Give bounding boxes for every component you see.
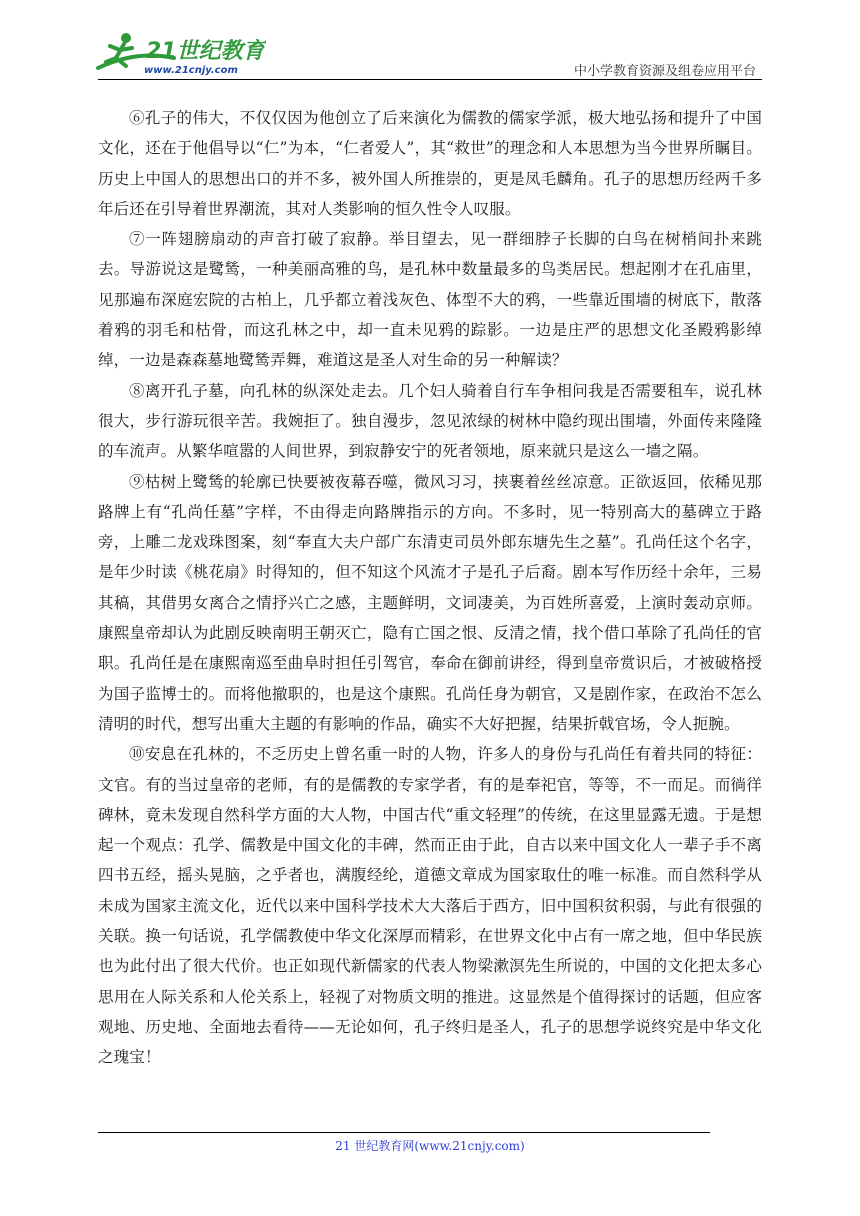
paragraph-9: ⑨枯树上鹭鸶的轮廓已快要被夜幕吞噬，微风习习，挟裹着丝丝凉意。正欲返回，依稀见那路牌上有“孔尚任墓”字样，不由得走向路牌指示的方向。不多时，见一特别高大的墓碑立于路旁，上雕二龙戏珠图案，刻“奉直大夫户部广东清吏司员外郎东塘先生之墓”。孔尚任这个名字，是年少时读《桃花扇》时得知的，但不知这个风流才子是孔子后裔。剧本写作历经十余年，三易其稿，其借男女离合之情抒兴亡之感，主题鲜明，文词凄美，为百姓所喜爱，上演时轰动京师。康熙皇帝却认为此剧反映南明王朝灭亡，隐有亡国之恨、反清之情，找个借口革除了孔尚任的官职。孔尚任是在康熙南巡至曲阜时担任引驾官，奉命在御前讲经，得到皇帝赏识后，才被破格授为国子监博士的。而将他撤职的，也是这个康熙。孔尚任身为朝官，又是剧作家，在政治不怎么清明的时代，想写出重大主题的有影响的作品，确实不大好把握，结果折戟官场，令人扼腕。 [98,472,762,733]
header-divider [98,79,762,80]
paragraph-10: ⑩安息在孔林的，不乏历史上曾名重一时的人物，许多人的身份与孔尚任有着共同的特征：文官。有的当过皇帝的老师，有的是儒教的专家学者，有的是奉祀官，等等，不一而足。而徜徉碑林，竟未发现自然科学方面的大人物，中国古代“重文轻理”的传统，在这里显露无遗。于是想起一个观点：孔学、儒教是中国文化的丰碑，然而正由于此，自古以来中国文化人一辈子手不离四书五经，摇头晃脑，之乎者也，满腹经纶，道德文章成为国家取仕的唯一标准。而自然科学从未成为国家主流文化，近代以来中国科学技术大大落后于西方，旧中国积贫积弱，与此有很强的关联。换一句话说，孔学儒教使中华文化深厚而精彩，在世界文化中占有一席之地，但中华民族也为此付出了很大代价。也正如现代新儒家的代表人物梁漱溟先生所说的，中国的文化把太多心思用在人际关系和人伦关系上，轻视了对物质文明的推进。这显然是个值得探讨的话题，但应客观地、历史地、全面地去看待——无论如何，孔子终归是圣人，孔子的思想学说终究是中华文化之瑰宝！ [98,745,762,1067]
paragraph-8: ⑧离开孔子墓，向孔林的纵深处走去。几个妇人骑着自行车争相问我是否需要租车，说孔林很大，步行游玩很辛苦。我婉拒了。独自漫步，忽见浓绿的树林中隐约现出围墙，外面传来隆隆的车流声。从繁华喧嚣的人间世界，到寂静安宁的死者领地，原来就只是这么一墙之隔。 [98,381,762,461]
logo-url: www.21cnjy.com [144,65,238,76]
footer-link[interactable]: 21 世纪教育网(www.21cnjy.com) [335,1139,525,1153]
platform-name: 中小学教育资源及组卷应用平台 [573,64,756,79]
site-logo[interactable] [96,28,266,78]
paragraph-7: ⑦一阵翅膀扇动的声音打破了寂静。举目望去，见一群细脖子长脚的白鸟在树梢间扑来跳去。导游说这是鹭鸶，一种美丽高雅的鸟，是孔林中数量最多的鸟类居民。想起刚才在孔庙里，见那遍布深庭宏院的古柏上，几乎都立着浅灰色、体型不大的鸦，一些靠近围墙的树底下，散落着鸦的羽毛和枯骨，而这孔林之中，却一直未见鸦的踪影。一边是庄严的思想文化圣殿鸦影绰绰，一边是森森墓地鹭鸶弄舞，难道这是圣人对生命的另一种解读？ [98,230,762,370]
page-header [0,0,860,84]
paragraph-6: ⑥孔子的伟大，不仅仅因为他创立了后来演化为儒教的儒家学派，极大地弘扬和提升了中国文化，还在于他倡导以“仁”为本，“仁者爱人”，其“救世”的理念和人本思想为当今世界所瞩目。历史上中国人的思想出口的并不多，被外国人所推崇的，更是凤毛麟角。孔子的思想历经两千多年后还在引导着世界潮流，其对人类影响的恒久性令人叹服。 [98,109,762,218]
logo-text: 21世纪教育 [146,39,265,64]
footer-divider [98,1132,710,1133]
article-body [98,103,762,1073]
runner-logo-icon [96,28,266,78]
